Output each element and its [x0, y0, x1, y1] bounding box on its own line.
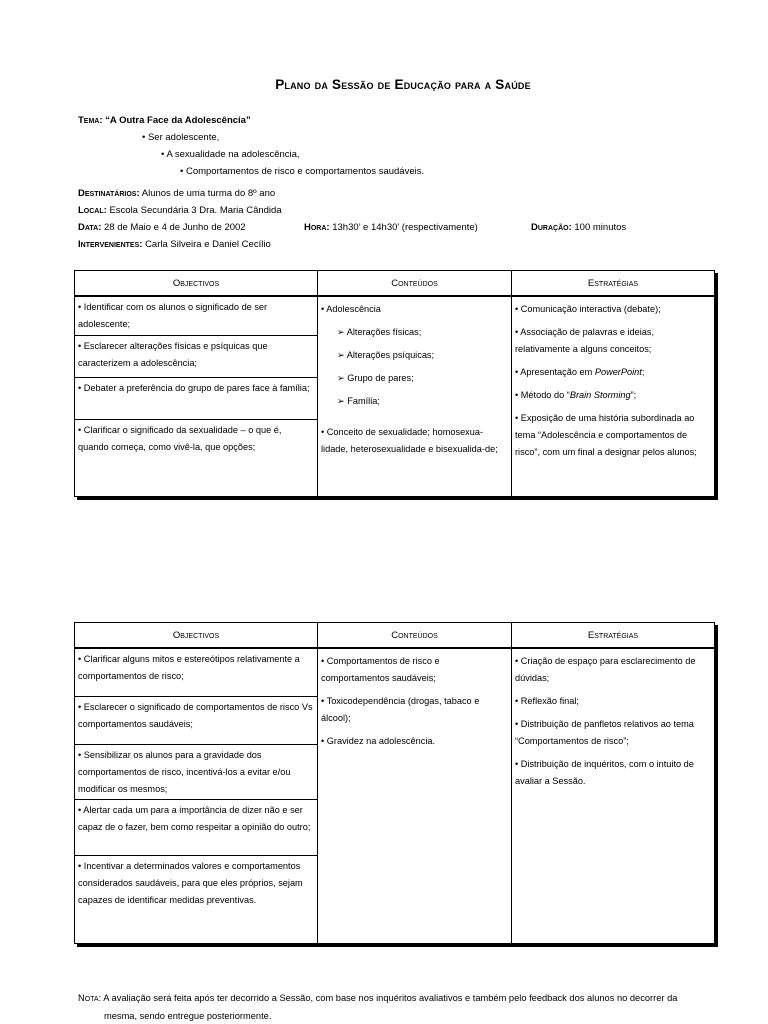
content-subitem: ➢ Grupo de pares; — [337, 373, 414, 383]
header-estrategias: Estratégias — [587, 629, 639, 641]
table-1-header — [75, 271, 714, 297]
data-label: Data: — [78, 222, 102, 233]
tema-label: Tema: — [78, 115, 103, 126]
table-1-body — [75, 297, 714, 496]
local-label: Local: — [78, 205, 107, 216]
objective-item: • Alertar cada um para a importância de dizer não e ser capaz de o fazer, bem como respeitar a opinião do outro; — [75, 800, 317, 856]
session-table-1 — [74, 270, 715, 497]
hora-line — [304, 222, 478, 233]
duracao-line — [531, 222, 626, 233]
strategy-text: • Apresentação em — [515, 367, 595, 377]
table-2-conteudos-column — [318, 649, 512, 943]
strategy-item: • Criação de espaço para esclarecimento de dúvidas; — [515, 656, 696, 683]
content-item: • Gravidez na adolescência. — [321, 736, 436, 746]
header-conteudos: Conteúdos — [318, 271, 512, 295]
strategy-item: • Associação de palavras e ideias, relativamente a alguns conceitos; — [515, 327, 655, 354]
objective-item: • Identificar com os alunos o significado de ser adolescente; — [75, 297, 317, 336]
objective-item: • Esclarecer alterações físicas e psíquicas que caracterizem a adolescência; — [75, 336, 317, 378]
tema-bullet-2: • A sexualidade na adolescência, — [161, 149, 300, 160]
strategy-italic: PowerPoint — [594, 367, 642, 377]
table-1-estrategias-column — [512, 297, 714, 496]
strategy-text: ; — [641, 367, 645, 377]
header-objectivos: Objectivos — [75, 271, 318, 295]
data-line — [78, 222, 246, 233]
content-subitem: ➢ Alterações psíquicas; — [337, 350, 435, 360]
nota-line-2: mesma, sendo entregue posteriormente. — [104, 1011, 272, 1021]
tema-bullet-3: • Comportamentos de risco e comportamentos saudáveis. — [180, 166, 425, 177]
nota-text: A avaliação será feita após ter decorrido a Sessão, com base nos inquéritos avaliativos e também pelo feedback dos alunos no decorrer da — [103, 993, 678, 1003]
objective-item: • Clarificar alguns mitos e estereótipos relativamente a comportamentos de risco; — [75, 649, 317, 697]
strategy-item: • Reflexão final; — [515, 696, 579, 706]
strategy-item: • Exposição de uma história subordinada ao tema “Adolescência e comportamentos de risco”, com um final a designar pelos alunos; — [515, 413, 697, 457]
tema-line — [78, 115, 251, 126]
strategy-item: • Distribuição de inquéritos, com o intuito de avaliar a Sessão. — [515, 759, 694, 786]
content-subitem: ➢ Alterações físicas; — [337, 327, 422, 337]
tema-bullet-1: • Ser adolescente, — [142, 132, 220, 143]
table-2-estrategias-column — [512, 649, 714, 943]
destinatarios-line — [78, 188, 275, 199]
session-table-2 — [74, 622, 715, 944]
page-title: Plano da Sessão de Educação para a Saúde — [275, 77, 531, 92]
duracao-value: 100 minutos — [574, 222, 627, 233]
intervenientes-value: Carla Silveira e Daniel Cecílio — [145, 239, 271, 250]
strategy-item — [515, 387, 711, 404]
content-item: • Adolescência — [321, 304, 381, 314]
table-2-objectivos-column — [75, 649, 318, 943]
destinatarios-label: Destinatários: — [78, 188, 140, 199]
strategy-italic: Brain Storming — [569, 390, 631, 400]
strategy-item: • Distribuição de panfletos relativos ao tema “Comportamentos de risco”; — [515, 719, 694, 746]
header-estrategias: Estratégias — [587, 277, 639, 289]
tema-value: “A Outra Face da Adolescência” — [105, 115, 251, 126]
intervenientes-line — [78, 239, 271, 250]
strategy-text: • Método do “ — [515, 390, 570, 400]
hora-value: 13h30’ e 14h30’ (respectivamente) — [332, 222, 478, 233]
strategy-text: ”; — [630, 390, 637, 400]
strategy-item — [515, 364, 711, 381]
strategy-item: • Comunicação interactiva (debate); — [515, 304, 661, 314]
hora-label: Hora: — [304, 222, 330, 233]
header-conteudos: Conteúdos — [318, 623, 512, 647]
objective-item: • Debater a preferência do grupo de pares face à família; — [75, 378, 317, 420]
objective-item: • Esclarecer o significado de comportamentos de risco Vs comportamentos saudáveis; — [75, 697, 317, 745]
table-2-body — [75, 649, 714, 943]
table-1-conteudos-column — [318, 297, 512, 496]
header-objectivos: Objectivos — [75, 623, 318, 647]
objective-item: • Clarificar o significado da sexualidade – o que é, quando começa, como vivê-la, que opções; — [78, 425, 282, 452]
objective-item: • Sensibilizar os alunos para a gravidade dos comportamentos de risco, incentivá-los a evitar e/ou modificar os mesmos; — [75, 745, 317, 800]
nota-line-1 — [78, 993, 677, 1003]
content-item: • Comportamentos de risco e comportamentos saudáveis; — [321, 656, 440, 683]
content-item: • Toxicodependência (drogas, tabaco e álcool); — [321, 696, 480, 723]
objective-item: • Incentivar a determinados valores e comportamentos considerados saudáveis, para que eles próprios, sejam capazes de identificar medidas preventivas. — [78, 861, 303, 905]
destinatarios-value: Alunos de uma turma do 8º ano — [141, 188, 276, 199]
local-value: Escola Secundária 3 Dra. Maria Cândida — [109, 205, 282, 216]
data-value: 28 de Maio e 4 de Junho de 2002 — [104, 222, 246, 233]
content-item: • Conceito de sexualidade; homosexua-lidade, heterosexualidade e bisexualida-de; — [321, 427, 498, 454]
table-2-header — [75, 623, 714, 649]
local-line — [78, 205, 282, 216]
content-subitem: ➢ Família; — [337, 396, 380, 406]
intervenientes-label: Intervenientes: — [78, 239, 143, 250]
table-1-objectivos-column — [75, 297, 318, 496]
duracao-label: Duração: — [531, 222, 572, 233]
nota-label: Nota: — [78, 993, 102, 1003]
